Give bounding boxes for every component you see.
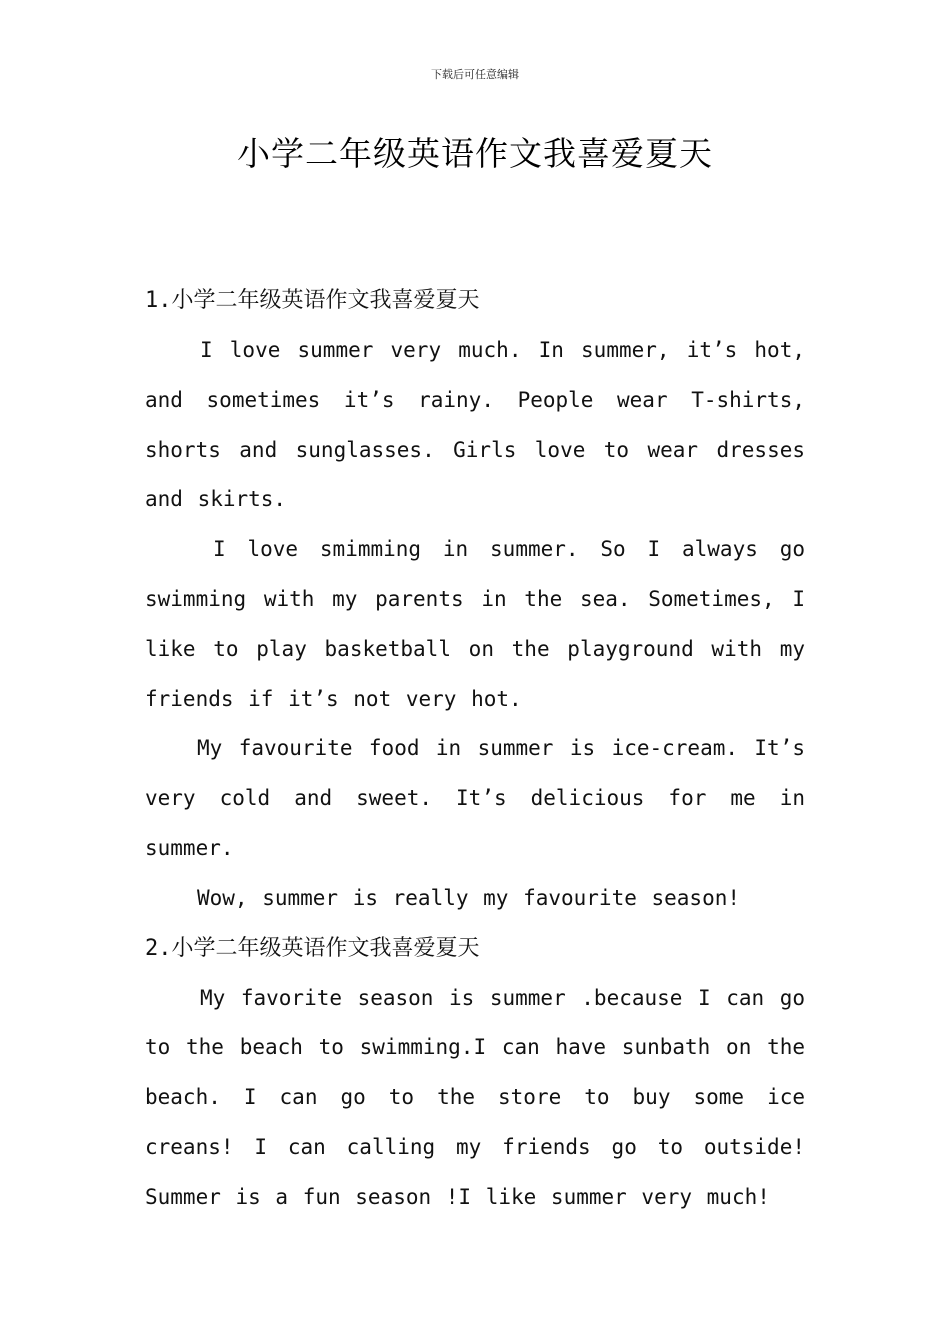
section-1-paragraph-2: I love smimming in summer. So I always go swimming with my parents in the sea. Sometimes, I like to play basketball on the playground with my friends if it’s not very hot. (145, 537, 805, 711)
section-1-paragraph-4: Wow, summer is really my favourite season! (197, 885, 741, 910)
section-2-paragraph-1: My favorite season is summer .because I can go to the beach to swimming.I can have sunbath on the beach. I can go to the store to buy some ice creans! I can calling my friends go to outside! Summer is a fun season !I like summer very much! (145, 985, 805, 1209)
section-2-heading: 2.小学二年级英语作文我喜爱夏天 (145, 935, 480, 961)
page-header-note: 下载后可任意编辑 (431, 68, 519, 81)
document-body (145, 276, 805, 1223)
section-1-paragraph-1: I love summer very much. In summer, it’s hot, and sometimes it’s rainy. People wear T-shirts, shorts and sunglasses. Girls love to wear dresses and skirts. (145, 338, 805, 512)
document-title: 小学二年级英语作文我喜爱夏天 (237, 134, 713, 173)
section-1-heading: 1.小学二年级英语作文我喜爱夏天 (145, 288, 480, 313)
section-1-paragraph-3: My favourite food in summer is ice-cream. It’s very cold and sweet. It’s delicious for me in summer. (145, 736, 805, 860)
